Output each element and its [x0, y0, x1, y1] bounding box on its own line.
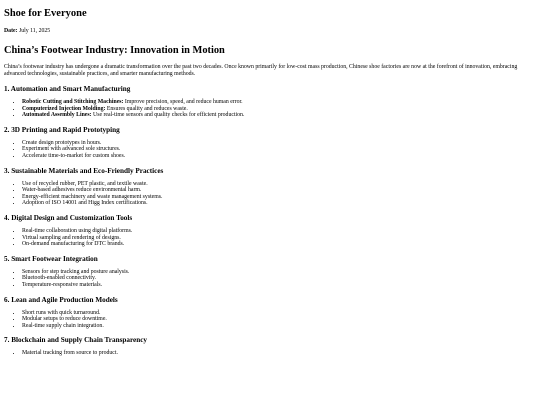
list-item-text: Use real-time sensors and quality checks for efficient production.: [91, 112, 245, 119]
list-item: [22, 350, 536, 357]
list-item-text: Short runs with quick turnaround.: [22, 309, 101, 316]
list-item: [22, 269, 536, 276]
list-item-text: Water-based adhesives reduce environmental harm.: [22, 187, 142, 194]
section-list: [4, 140, 536, 160]
list-item: [22, 140, 536, 147]
list-item-text: Real-time collaboration using digital platforms.: [22, 227, 133, 234]
list-item-text: Accelerate time-to-market for custom shoes.: [22, 152, 126, 159]
post-date: [4, 27, 536, 35]
article-title: China’s Footwear Industry: Innovation in Motion: [4, 45, 225, 56]
article-sections: [4, 85, 536, 357]
list-item-text: On-demand manufacturing for DTC brands.: [22, 241, 125, 248]
list-item: [22, 99, 536, 106]
list-item-text: Material tracking from source to product.: [22, 350, 118, 357]
list-item-text: Real-time supply chain integration.: [22, 322, 104, 329]
list-item: [22, 187, 536, 194]
list-item-label: Robotic Cutting and Stitching Machines:: [22, 99, 124, 105]
list-item-text: Create design prototypes in hours.: [22, 139, 102, 146]
list-item: [22, 146, 536, 153]
section-heading: 1. Automation and Smart Manufacturing: [4, 85, 131, 93]
section-list: [4, 99, 536, 119]
list-item-text: Sensors for step tracking and posture analysis.: [22, 268, 130, 275]
section-list: [4, 269, 536, 289]
list-item: [22, 282, 536, 289]
list-item: [22, 112, 536, 119]
list-item-text: Improve precision, speed, and reduce human error.: [123, 99, 243, 105]
list-item-text: Bluetooth-enabled connectivity.: [22, 275, 96, 282]
section-list: [4, 310, 536, 330]
section-heading: 4. Digital Design and Customization Tools: [4, 213, 133, 222]
section-heading: 6. Lean and Agile Production Models: [4, 295, 118, 304]
date-value: July 11, 2025: [18, 28, 51, 34]
list-item: [22, 316, 536, 323]
list-item-text: Adoption of ISO 14001 and Higg Index certifications.: [22, 200, 148, 207]
list-item-label: Computerized Injection Molding:: [22, 105, 106, 112]
list-item-text: Temperature-responsive materials.: [22, 281, 103, 288]
section-heading: 7. Blockchain and Supply Chain Transparency: [4, 336, 147, 345]
list-item: [22, 275, 536, 282]
section-list: [4, 350, 536, 357]
intro-paragraph: China’s footwear industry has undergone a dramatic transformation over the past two decades. Once known primarily for low-cost mass production, Chinese shoe factories are now at the forefront of innovation, embracing advanced technologies, sustainable practices, and smarter manufacturing methods.: [4, 64, 518, 77]
site-title: Shoe for Everyone: [4, 8, 87, 19]
list-item-text: Experiment with advanced sole structures.: [22, 146, 121, 153]
list-item: [22, 323, 536, 330]
section-heading: 3. Sustainable Materials and Eco-Friendly Practices: [4, 166, 164, 175]
list-item-text: Energy-efficient machinery and waste management systems.: [22, 193, 163, 200]
list-item-label: Automated Assembly Lines:: [22, 112, 92, 119]
list-item: [22, 181, 536, 188]
list-item-text: Ensures quality and reduces waste.: [105, 105, 188, 112]
section-list: [4, 228, 536, 248]
list-item: [22, 200, 536, 207]
date-label: Date:: [4, 28, 18, 34]
list-item: [22, 310, 536, 317]
section-heading: 2. 3D Printing and Rapid Prototyping: [4, 125, 120, 134]
list-item-text: Modular setups to reduce downtime.: [22, 316, 107, 323]
section-heading: 5. Smart Footwear Integration: [4, 254, 98, 263]
list-item-text: Virtual sampling and rendering of designs.: [22, 234, 121, 241]
list-item: [22, 153, 536, 160]
list-item: [22, 228, 536, 235]
section-list: [4, 181, 536, 207]
list-item: [22, 241, 536, 248]
list-item-text: Use of recycled rubber, PET plastic, and textile waste.: [22, 180, 148, 187]
